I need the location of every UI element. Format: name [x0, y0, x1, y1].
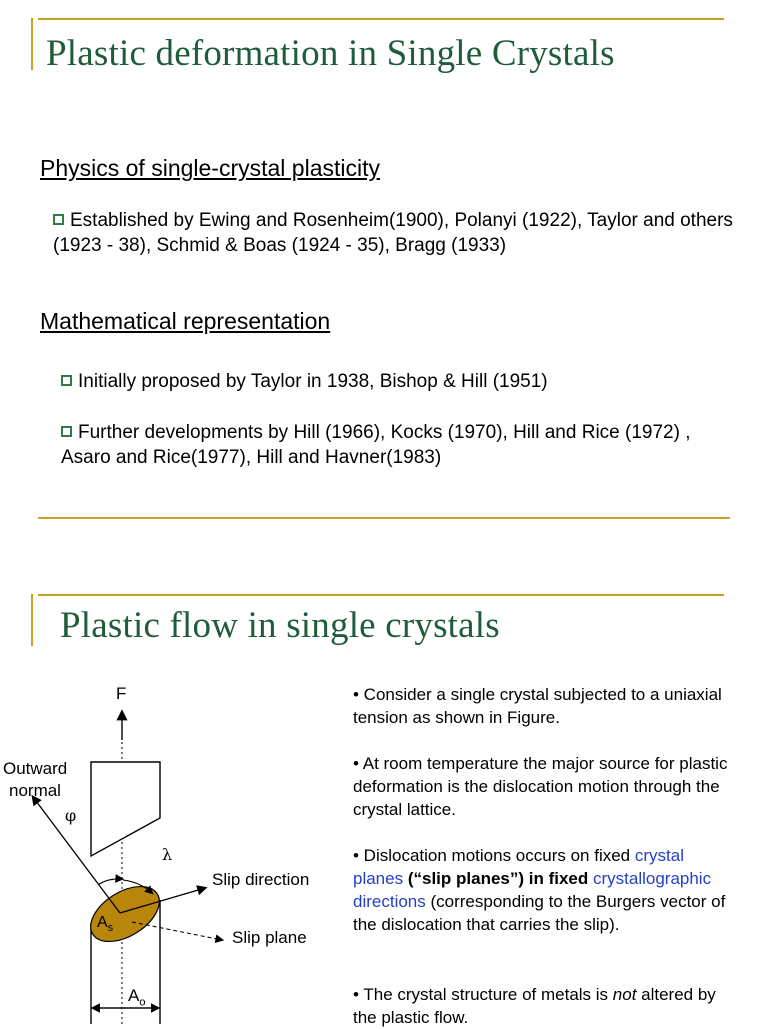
slip-plane-ellipse [81, 875, 169, 953]
lambda-label: λ [162, 845, 173, 864]
force-label: F [116, 684, 127, 703]
paragraph-dislocation-motions: • Dislocation motions occurs on fixed crystal planes (“slip planes”) in fixed crystallographic directions (corresponding to the Burgers vector of the dislocation that carries the slip). [353, 846, 726, 934]
outward-normal-label-1: Outward [3, 759, 68, 778]
as-label: $A_s$ [97, 914, 114, 935]
paragraph-room-temperature: • At room temperature the major source for plastic deformation is the dislocation motion through the crystal lattice. [353, 754, 728, 819]
paragraph-consider: • Consider a single crystal subjected to a uniaxial tension as shown in Figure. [353, 685, 722, 727]
heading-physics: Physics of single-crystal plasticity [40, 155, 380, 181]
ao-label: $A_o$ [128, 986, 146, 1009]
phi-angle-arc [99, 879, 122, 884]
heading-mathematical: Mathematical representation [40, 308, 331, 334]
crystal-planes-link: crystal planes [353, 846, 684, 888]
outward-normal-label-2: normal [9, 781, 61, 800]
bullet-further-text: Further developments by Hill (1966), Kocks (1970), Hill and Rice (1972) , Asaro and Rice(1977), Hill and Havner(1983) [61, 422, 691, 468]
phi-label: φ [65, 806, 77, 825]
paragraph-crystal-structure: • The crystal structure of metals is not altered by the plastic flow. [353, 985, 716, 1027]
slip-plane-label: Slip plane [232, 928, 307, 947]
slide2-title: Plastic flow in single crystals [60, 605, 500, 646]
bullet-initially-text: Initially proposed by Taylor in 1938, Bishop & Hill (1951) [78, 371, 548, 392]
bullet-established-text: Established by Ewing and Rosenheim(1900), Polanyi (1922), Taylor and others (1923 - 38), Schmid & Boas (1924 - 35), Bragg (1933) [53, 210, 733, 256]
upper-specimen-block [91, 762, 160, 856]
slide1-title: Plastic deformation in Single Crystals [46, 33, 615, 74]
slip-direction-label: Slip direction [212, 870, 310, 889]
crystallographic-directions-link: crystallographic directions [353, 869, 712, 911]
